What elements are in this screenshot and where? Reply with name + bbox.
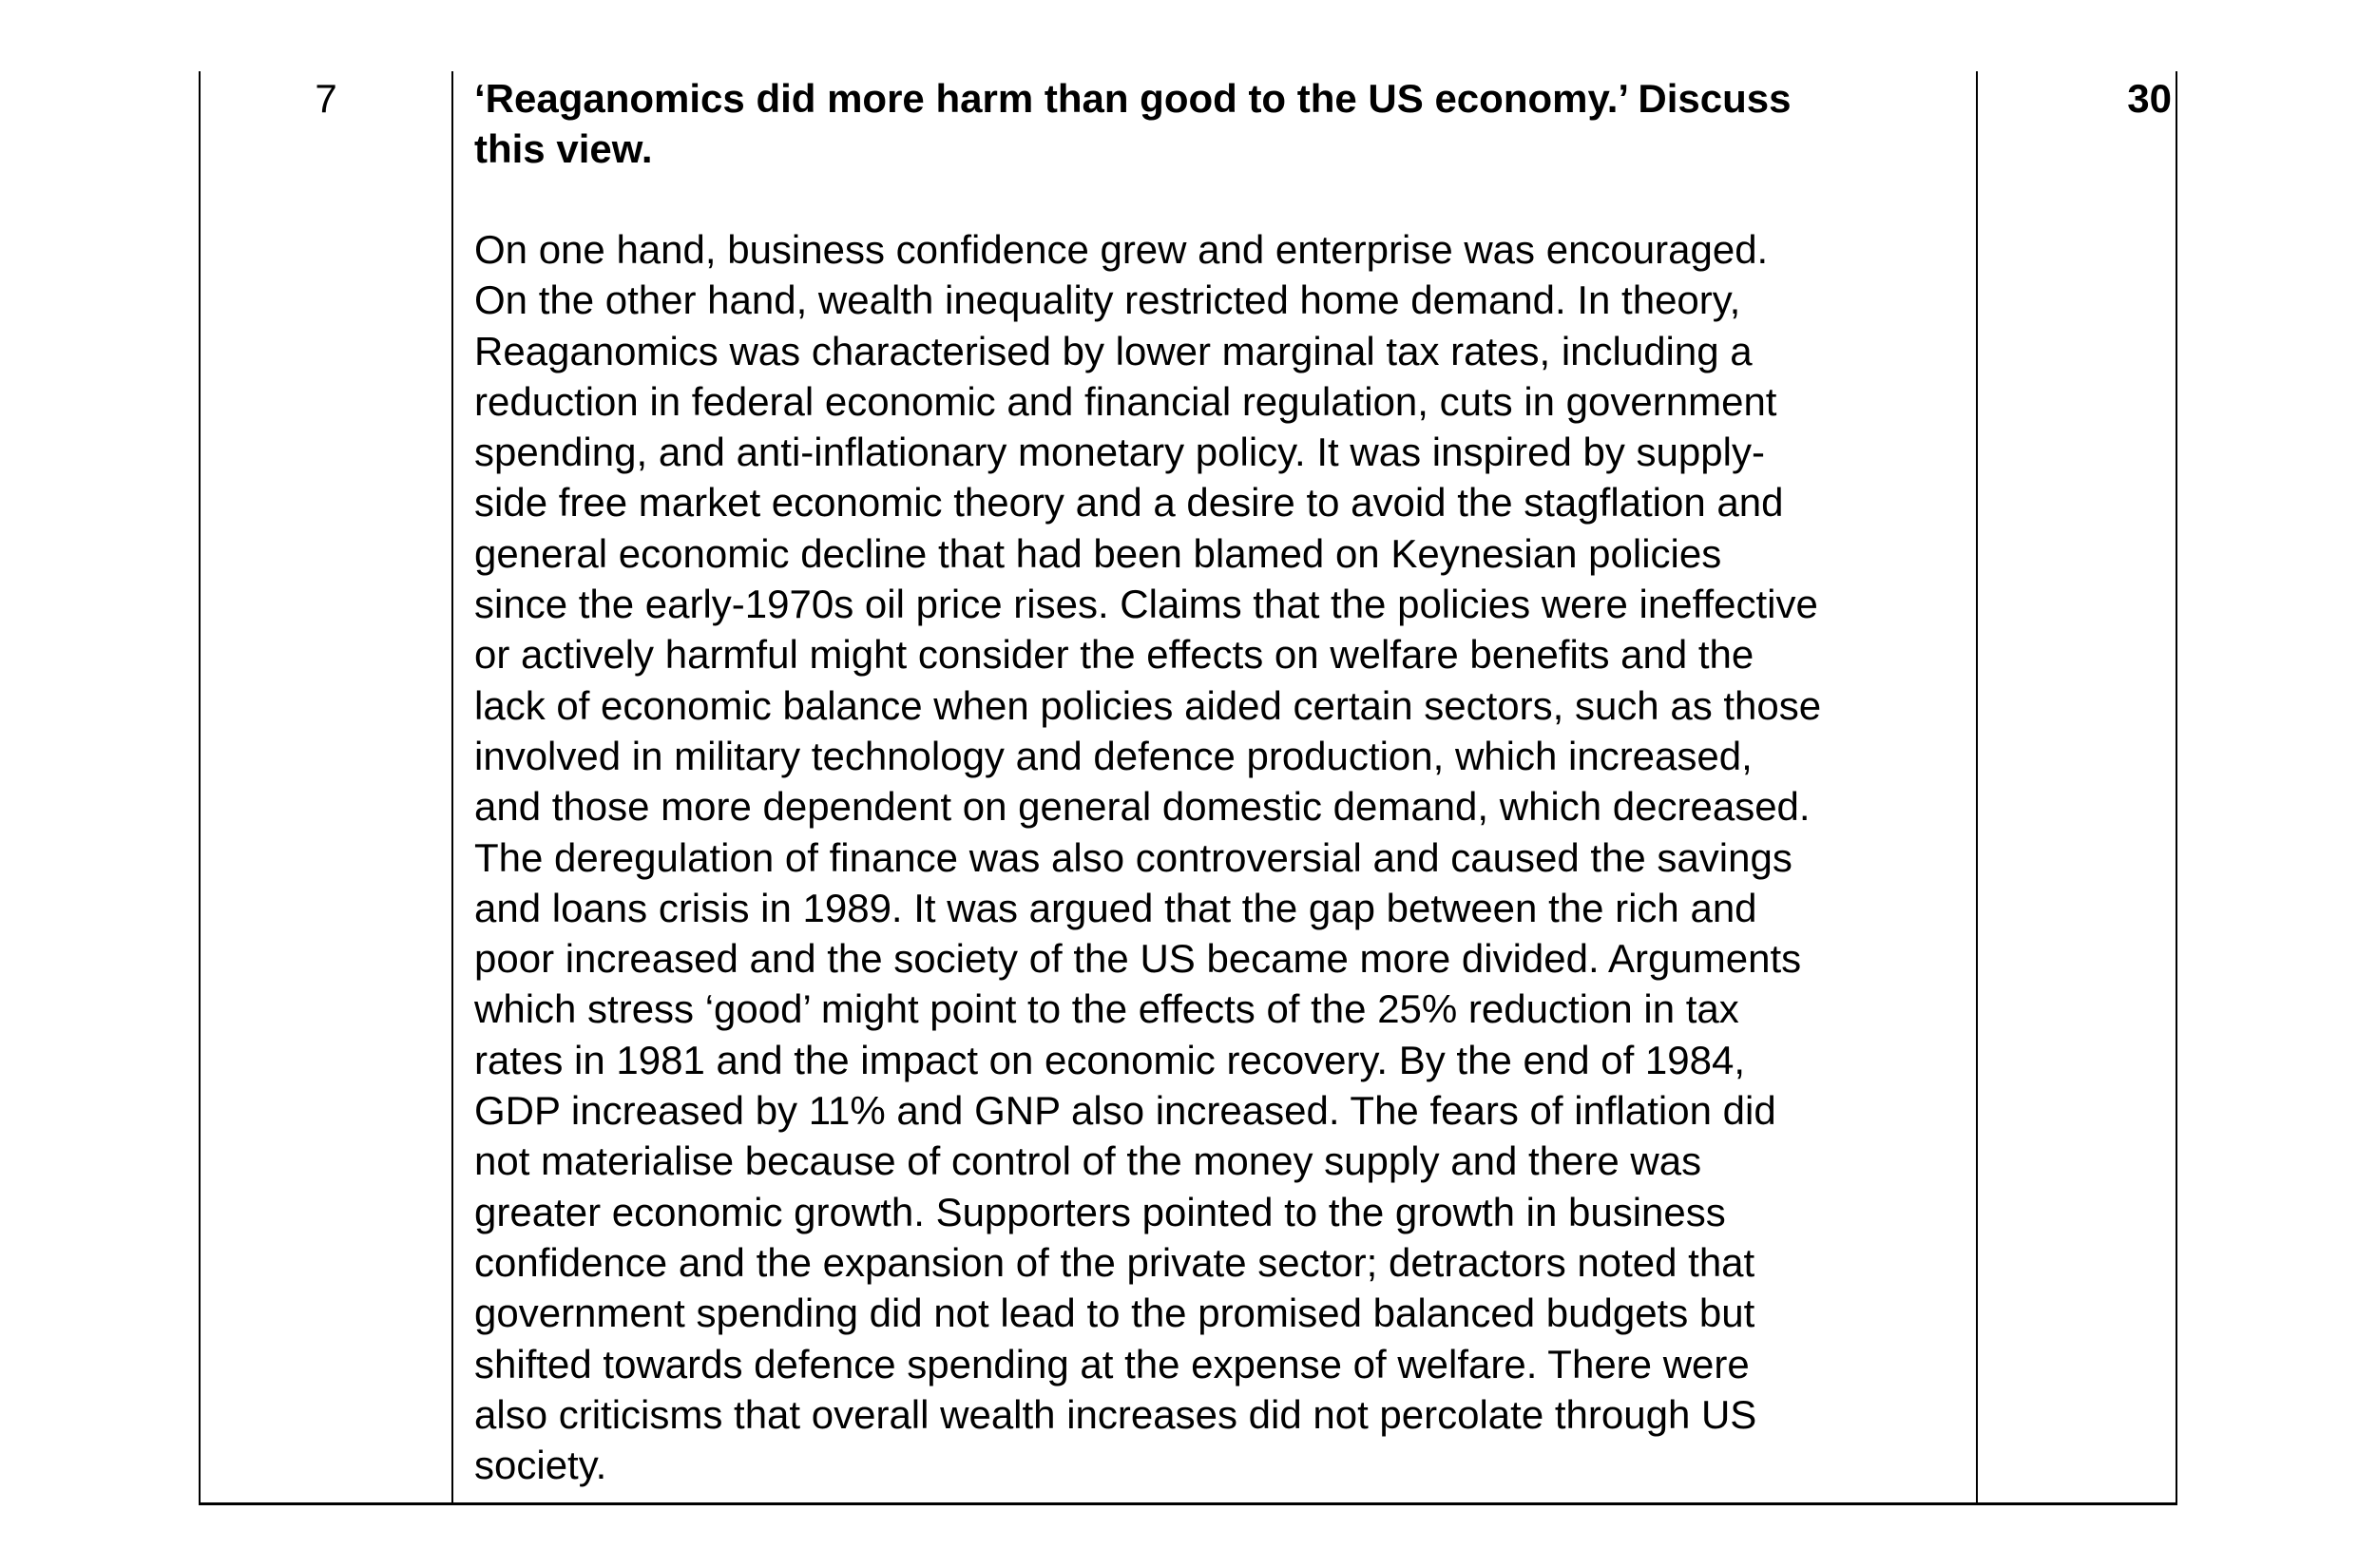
table-border-left bbox=[199, 71, 201, 1502]
answer-line: since the early-1970s oil price rises. Claims that the policies were ineffective bbox=[474, 582, 1818, 627]
answer-line: spending, and anti-inflationary monetary policy. It was inspired by supply- bbox=[474, 430, 1765, 475]
answer-line: general economic decline that had been blamed on Keynesian policies bbox=[474, 530, 1722, 576]
answer-line: also criticisms that overall wealth increases did not percolate through US bbox=[474, 1391, 1757, 1437]
answer-cell bbox=[474, 73, 1971, 1490]
table-divider-number bbox=[451, 71, 453, 1502]
answer-line: government spending did not lead to the promised balanced budgets but bbox=[474, 1291, 1755, 1336]
answer-line: poor increased and the society of the US became more divided. Arguments bbox=[474, 936, 1802, 982]
question-number: 7 bbox=[315, 76, 337, 121]
marks-value: 30 bbox=[2127, 76, 2172, 121]
table-border-right bbox=[2176, 71, 2177, 1502]
question-title-line: this view. bbox=[474, 126, 653, 171]
question-title bbox=[474, 73, 1971, 174]
answer-line: not materialise because of control of the money supply and there was bbox=[474, 1138, 1702, 1184]
answer-line: On one hand, business confidence grew and enterprise was encouraged. bbox=[474, 227, 1769, 272]
answer-line: confidence and the expansion of the private sector; detractors noted that bbox=[474, 1239, 1755, 1285]
answer-line: shifted towards defence spending at the expense of welfare. There were bbox=[474, 1341, 1750, 1386]
answer-line: society. bbox=[474, 1443, 607, 1488]
answer-line: rates in 1981 and the impact on economic recovery. By the end of 1984, bbox=[474, 1037, 1746, 1082]
answer-line: reduction in federal economic and financial regulation, cuts in government bbox=[474, 378, 1777, 424]
answer-line: greater economic growth. Supporters pointed to the growth in business bbox=[474, 1189, 1726, 1234]
answer-line: lack of economic balance when policies aided certain sectors, such as those bbox=[474, 682, 1822, 728]
answer-line: side free market economic theory and a desire to avoid the stagflation and bbox=[474, 480, 1784, 526]
answer-line: and those more dependent on general domestic demand, which decreased. bbox=[474, 784, 1811, 830]
table-divider-marks bbox=[1976, 71, 1978, 1502]
mark-scheme-table bbox=[199, 71, 2177, 1505]
answer-line: The deregulation of finance was also controversial and caused the savings bbox=[474, 834, 1792, 880]
question-title-line: ‘Reaganomics did more harm than good to the US economy.’ Discuss bbox=[474, 76, 1792, 121]
answer-line: and loans crisis in 1989. It was argued that the gap between the rich and bbox=[474, 885, 1757, 930]
answer-line: or actively harmful might consider the effects on welfare benefits and the bbox=[474, 632, 1754, 678]
answer-line: Reaganomics was characterised by lower marginal tax rates, including a bbox=[474, 328, 1753, 373]
answer-line: GDP increased by 11% and GNP also increased. The fears of inflation did bbox=[474, 1088, 1776, 1134]
answer-line: involved in military technology and defence production, which increased, bbox=[474, 733, 1753, 778]
answer-line: which stress ‘good’ might point to the effects of the 25% reduction in tax bbox=[474, 986, 1739, 1032]
answer-line: On the other hand, wealth inequality restricted home demand. In theory, bbox=[474, 277, 1741, 323]
indicative-content bbox=[474, 224, 1971, 1490]
